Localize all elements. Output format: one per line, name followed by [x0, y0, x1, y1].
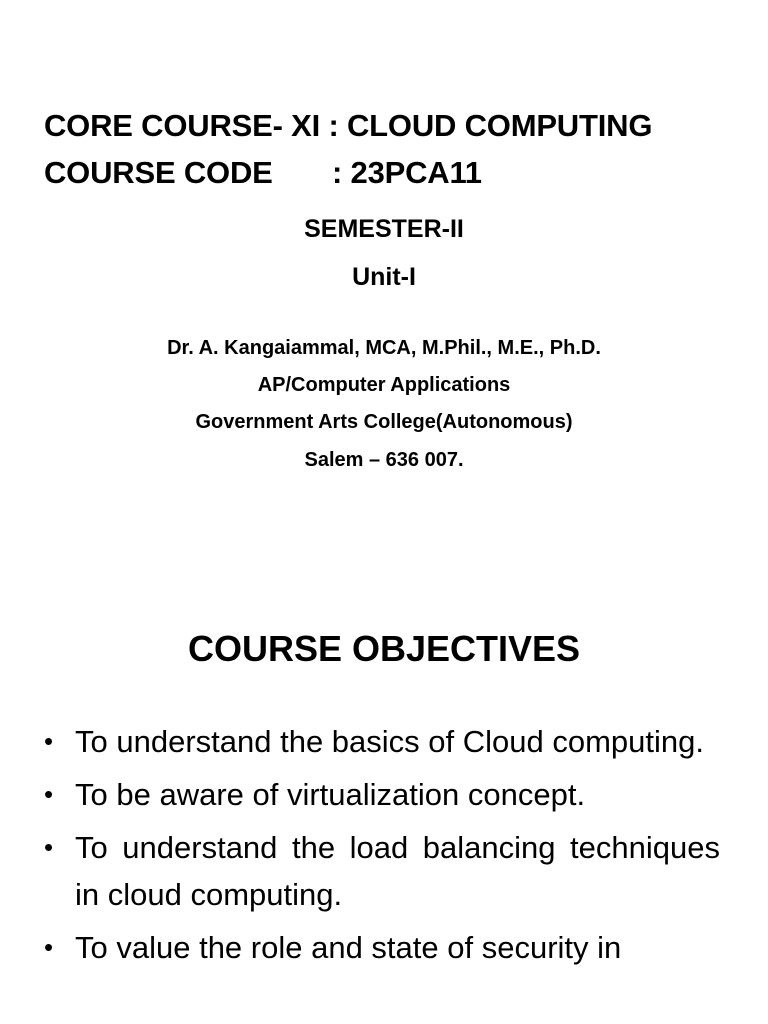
author-name: Dr. A. Kangaiammal, MCA, M.Phil., M.E., Ph.D. — [167, 337, 601, 359]
objective-text: To understand the basics of Cloud computing. — [75, 724, 704, 759]
bullet-icon: • — [44, 726, 54, 756]
objectives-slide — [0, 512, 768, 1024]
objective-text: To understand the load balancing techniques in cloud computing. — [75, 830, 720, 912]
semester-label: SEMESTER-II — [304, 215, 464, 243]
objective-item — [44, 771, 720, 818]
bullet-icon: • — [44, 832, 54, 862]
objective-item — [44, 824, 720, 918]
bullet-icon: • — [44, 932, 54, 962]
objective-text: To be aware of virtualization concept. — [75, 777, 586, 812]
author-college: Government Arts College(Autonomous) — [195, 411, 573, 433]
course-code-line — [44, 155, 482, 191]
bullet-icon: • — [44, 779, 54, 809]
author-city: Salem – 636 007. — [304, 449, 464, 471]
course-code-value: : 23PCA11 — [332, 155, 482, 190]
unit-label: Unit-I — [352, 263, 416, 291]
course-title: CORE COURSE- XI : CLOUD COMPUTING — [44, 108, 653, 143]
course-code-label: COURSE CODE — [44, 155, 273, 190]
objective-item — [44, 718, 720, 765]
objective-text: To value the role and state of security in — [75, 930, 622, 965]
objective-item — [44, 924, 720, 971]
author-department: AP/Computer Applications — [257, 374, 511, 396]
objectives-heading: COURSE OBJECTIVES — [187, 628, 581, 669]
objectives-list — [44, 718, 720, 977]
